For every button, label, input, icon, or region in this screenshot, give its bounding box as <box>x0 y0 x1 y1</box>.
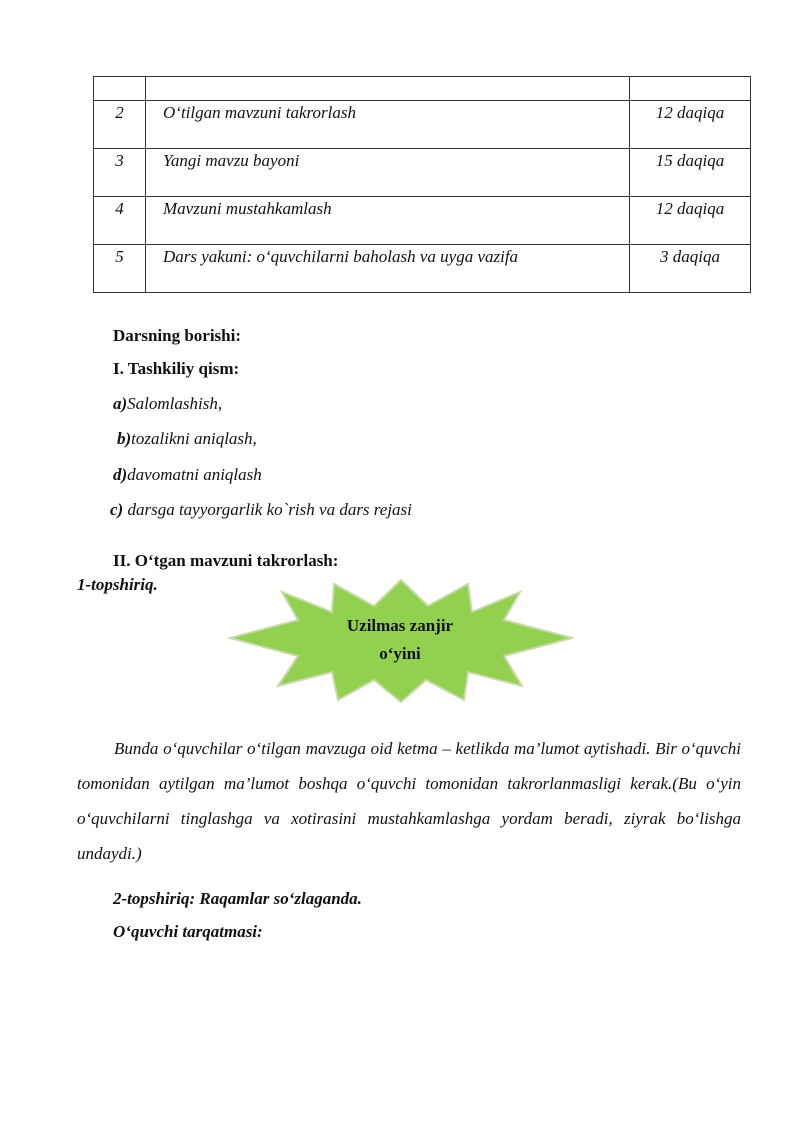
row-number: 4 <box>94 197 146 245</box>
list-text: Salomlashish, <box>127 394 223 413</box>
table-cell <box>94 77 146 101</box>
star-label <box>300 612 500 668</box>
row-stage: Yangi mavzu bayoni <box>146 149 630 197</box>
table-cell <box>630 77 751 101</box>
section-heading: Darsning borishi: <box>113 326 241 345</box>
star-line-2: o‘yini <box>379 644 421 663</box>
list-item <box>113 394 222 414</box>
table-cell <box>146 77 630 101</box>
row-stage: O‘tilgan mavzuni takrorlash <box>146 101 630 149</box>
list-text: tozalikni aniqlash, <box>131 429 257 448</box>
list-item <box>117 429 257 449</box>
list-marker: c) <box>110 500 124 519</box>
row-time: 12 daqiqa <box>630 197 751 245</box>
row-time: 12 daqiqa <box>630 101 751 149</box>
part1-heading: I. Tashkiliy qism: <box>113 359 240 378</box>
row-number: 2 <box>94 101 146 149</box>
row-time: 3 daqiqa <box>630 245 751 293</box>
table-row <box>94 197 751 245</box>
list-text: davomatni aniqlash <box>127 465 262 484</box>
row-stage: Mavzuni mustahkamlash <box>146 197 630 245</box>
table-row <box>94 101 751 149</box>
paragraph-text: Bunda o‘quvchilar o‘tilgan mavzuga oid ketma – ketlikda ma’lumot aytishadi. Bir o‘quvchi tomonidan aytilgan ma’lumot boshqa o‘quvchi tomonidan takrorlanmasligi kerak.(Bu o‘yin o‘quvchilarni tinglashga va xotirasini mustahkamlashga yordam beradi, ziyrak bo‘lishga undaydi.) <box>77 739 741 863</box>
part2-heading: II. O‘tgan mavzuni takrorlash: <box>113 551 339 570</box>
row-stage: Dars yakuni: o‘quvchilarni baholash va uyga vazifa <box>146 245 630 293</box>
list-marker: d) <box>113 465 128 484</box>
list-marker: a) <box>113 394 128 413</box>
star-line-1: Uzilmas zanjir <box>346 616 454 635</box>
list-text: darsga tayyorgarlik ko`rish va dars rejasi <box>123 500 412 519</box>
list-item <box>113 465 262 485</box>
table-row <box>94 245 751 293</box>
row-time: 15 daqiqa <box>630 149 751 197</box>
row-number: 5 <box>94 245 146 293</box>
task1-description <box>77 731 741 871</box>
task1-label: 1-topshiriq. <box>77 575 158 594</box>
task2-label: 2-topshiriq: Raqamlar so‘zlaganda. <box>113 889 362 908</box>
table-row <box>94 149 751 197</box>
handout-label: O‘quvchi tarqatmasi: <box>113 922 263 941</box>
row-number: 3 <box>94 149 146 197</box>
table-row-blank <box>94 77 751 101</box>
list-item <box>110 500 412 520</box>
list-marker: b) <box>117 429 132 448</box>
lesson-plan-table <box>93 76 751 293</box>
